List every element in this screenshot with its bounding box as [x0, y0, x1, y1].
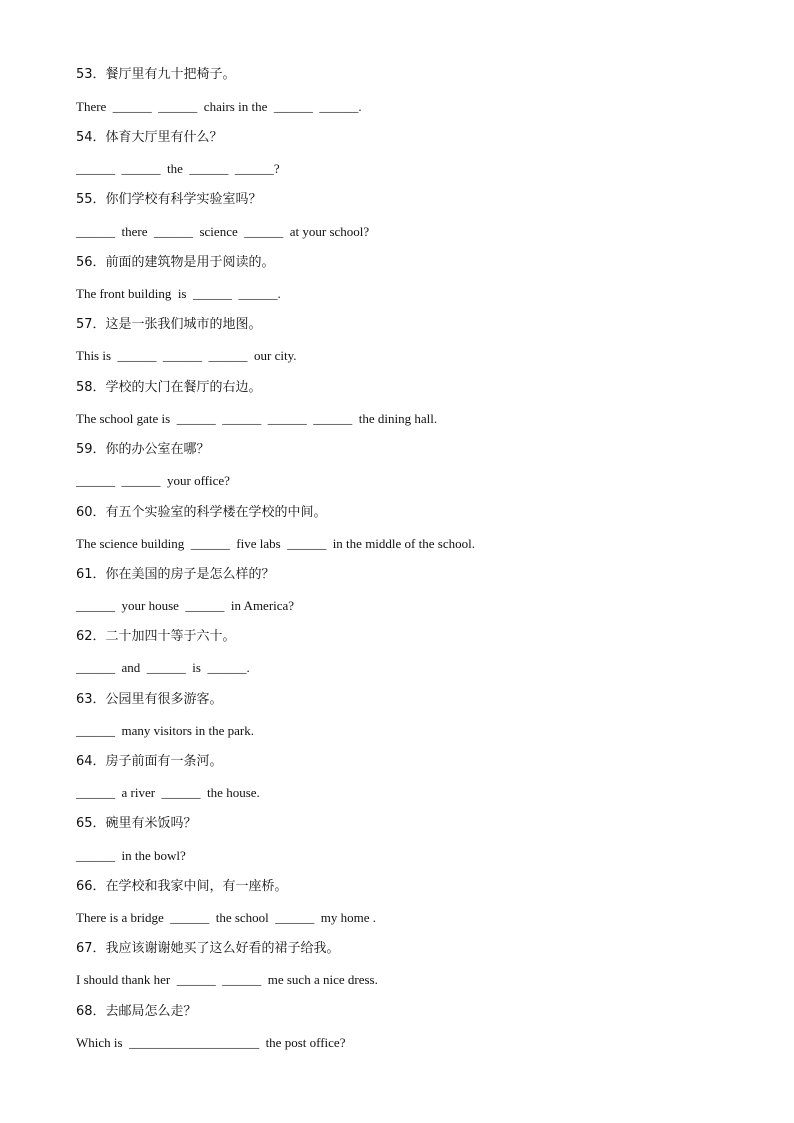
question-55-prompt: 55．你们学校有科学实验室吗？ — [76, 192, 262, 207]
question-59-prompt: 59．你的办公室在哪？ — [76, 442, 210, 457]
question-62-prompt: 62．二十加四十等于六十。 — [76, 629, 236, 644]
question-56-prompt: 56．前面的建筑物是用于阅读的。 — [76, 255, 275, 270]
question-65-answer: ______ in the bowl? — [76, 848, 186, 863]
question-56-answer: The front building is ______ ______. — [76, 286, 281, 301]
question-58-prompt: 58．学校的大门在餐厅的右边。 — [76, 380, 262, 395]
question-67-answer: I should thank her ______ ______ me such a nice dress. — [76, 972, 378, 987]
question-57-answer: This is ______ ______ ______ our city. — [76, 348, 297, 363]
question-65-prompt: 65．碗里有米饭吗？ — [76, 816, 197, 831]
question-64-prompt: 64．房子前面有一条河。 — [76, 754, 223, 769]
question-61-answer: ______ your house ______ in America? — [76, 598, 295, 613]
question-63-answer: ______ many visitors in the park. — [76, 723, 255, 738]
question-67-prompt: 67．我应该谢谢她买了这么好看的裙子给我。 — [76, 941, 340, 956]
question-60-prompt: 60．有五个实验室的科学楼在学校的中间。 — [76, 505, 327, 520]
question-54-prompt: 54．体育大厅里有什么？ — [76, 130, 223, 145]
question-54-answer: ______ ______ the ______ ______? — [76, 161, 280, 176]
question-66-prompt: 66．在学校和我家中间，有一座桥。 — [76, 879, 288, 894]
question-57-prompt: 57．这是一张我们城市的地图。 — [76, 317, 262, 332]
question-59-answer: ______ ______ your office? — [76, 473, 230, 488]
question-68-prompt: 68．去邮局怎么走？ — [76, 1004, 197, 1019]
question-53-prompt: 53．餐厅里有九十把椅子。 — [76, 67, 236, 82]
question-53-answer: There ______ ______ chairs in the ______ ______. — [76, 99, 362, 114]
question-63-prompt: 63．公园里有很多游客。 — [76, 692, 223, 707]
question-60-answer: The science building ______ five labs ______ in the middle of the school. — [76, 536, 475, 551]
question-62-answer: ______ and ______ is ______. — [76, 660, 250, 675]
question-55-answer: ______ there ______ science ______ at your school? — [76, 224, 370, 239]
question-58-answer: The school gate is ______ ______ ______ ______ the dining hall. — [76, 411, 438, 426]
question-61-prompt: 61．你在美国的房子是怎么样的？ — [76, 567, 275, 582]
question-64-answer: ______ a river ______ the house. — [76, 785, 260, 800]
question-66-answer: There is a bridge ______ the school ______ my home . — [76, 910, 377, 925]
question-68-answer: Which is ____________________ the post office? — [76, 1035, 346, 1050]
